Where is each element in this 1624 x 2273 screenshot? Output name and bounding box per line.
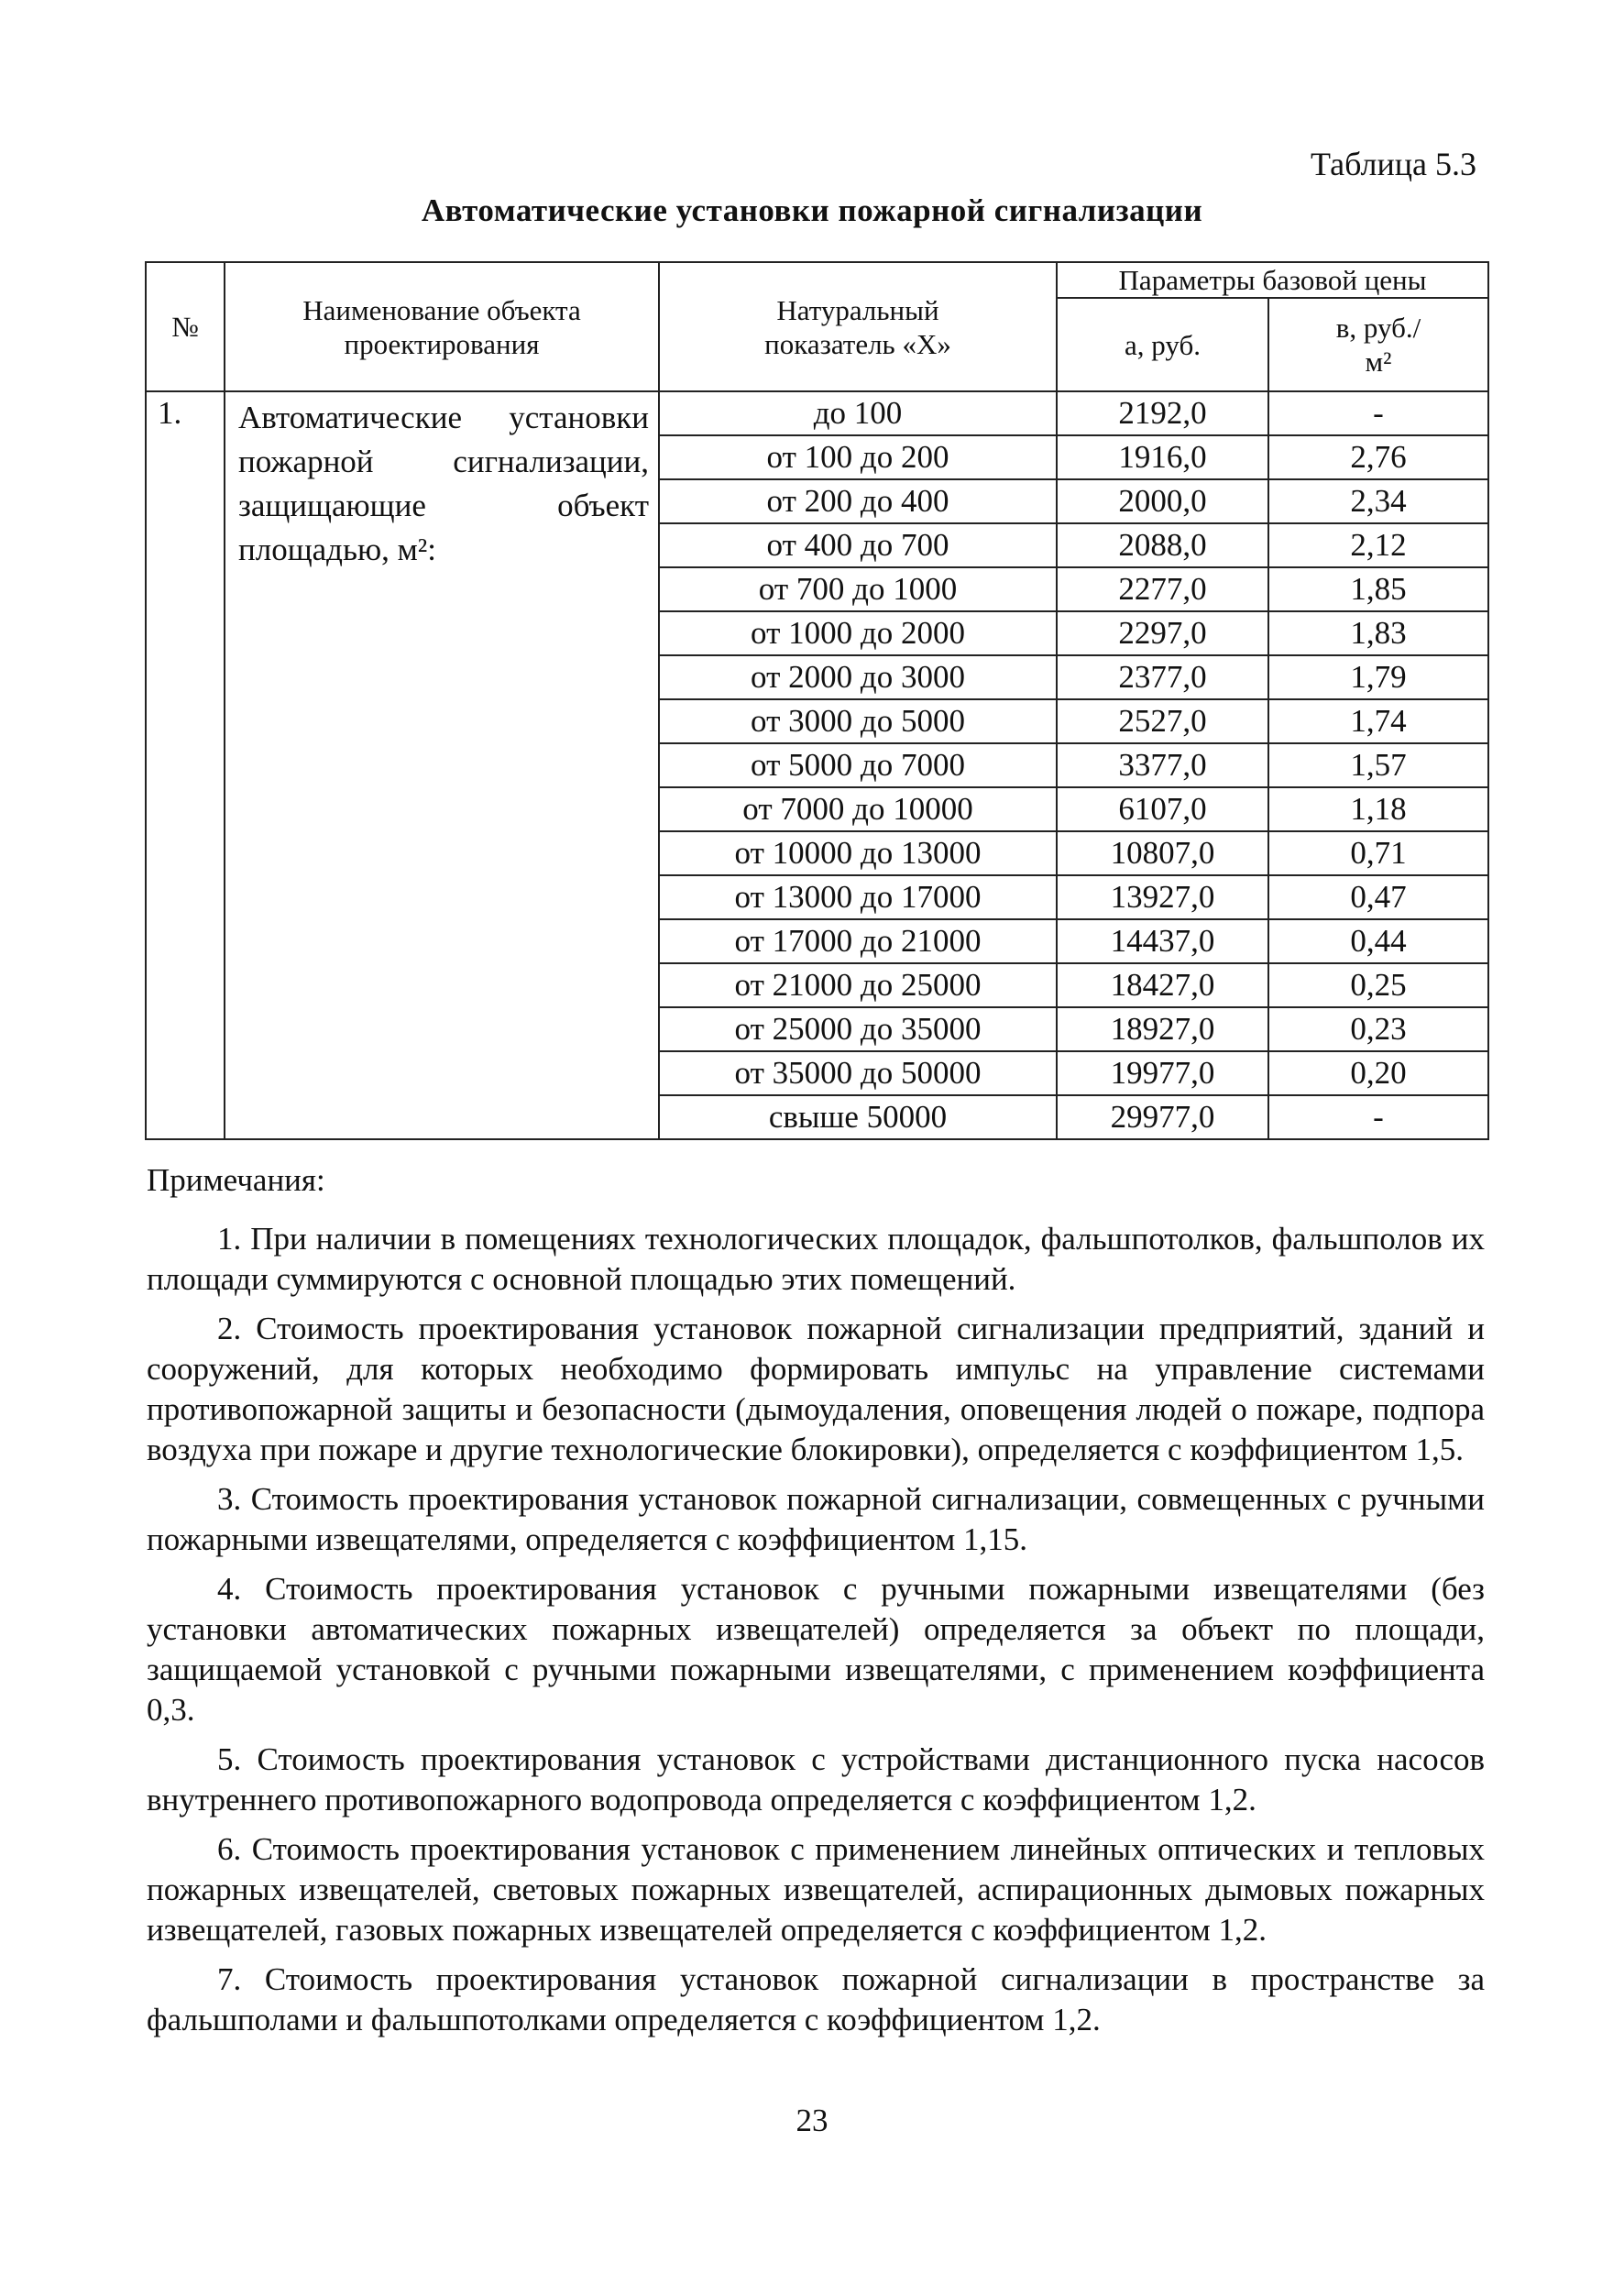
note-item: 4. Стоимость проектирования установок с ручными пожарными извещателями (без установки автоматических пожарных извещателей) определяется за объект по площади, защищаемой установкой с ручными пожарными извещателями, с применением коэффициента 0,3. <box>147 1571 1485 1728</box>
b-cell: 1,85 <box>1268 567 1488 611</box>
note-item: 6. Стоимость проектирования установок с применением линейных оптических и тепловых пожарных извещателей, световых пожарных извещателей, аспирационных дымовых пожарных извещателей, газовых пожарных извещателей определяется с коэффициентом 1,2. <box>147 1831 1485 1948</box>
a-cell: 2277,0 <box>1057 567 1268 611</box>
natural-cell: от 5000 до 7000 <box>659 743 1057 787</box>
table-body <box>146 391 1488 1139</box>
a-cell: 18427,0 <box>1057 963 1268 1007</box>
b-cell: 1,74 <box>1268 699 1488 743</box>
header-name: Наименование объекта проектирования <box>225 262 659 391</box>
header-b: в, руб./м² <box>1268 298 1488 391</box>
b-cell: 1,79 <box>1268 655 1488 699</box>
object-name: Автоматические установки пожарной сигнализации, защищающие объект площадью, м²: <box>238 400 649 567</box>
natural-cell: от 17000 до 21000 <box>659 919 1057 963</box>
note-item: 3. Стоимость проектирования установок пожарной сигнализации, совмещенных с ручными пожарными извещателями, определяется с коэффициентом 1,15. <box>147 1481 1485 1557</box>
row-number: 1. <box>146 391 225 1139</box>
a-cell: 2000,0 <box>1057 479 1268 523</box>
a-cell: 18927,0 <box>1057 1007 1268 1051</box>
natural-cell: от 1000 до 2000 <box>659 611 1057 655</box>
natural-cell: от 3000 до 5000 <box>659 699 1057 743</box>
header-params: Параметры базовой цены <box>1057 262 1488 298</box>
b-cell: 0,20 <box>1268 1051 1488 1095</box>
natural-cell: от 35000 до 50000 <box>659 1051 1057 1095</box>
b-cell: 1,18 <box>1268 787 1488 831</box>
natural-cell: от 21000 до 25000 <box>659 963 1057 1007</box>
object-name-cell <box>225 391 659 1139</box>
natural-cell: до 100 <box>659 391 1057 435</box>
table-caption: Таблица 5.3 <box>1311 146 1476 182</box>
a-cell: 2088,0 <box>1057 523 1268 567</box>
b-cell: 0,25 <box>1268 963 1488 1007</box>
natural-cell: от 10000 до 13000 <box>659 831 1057 875</box>
table-title: Автоматические установки пожарной сигнализации <box>421 192 1203 228</box>
a-cell: 19977,0 <box>1057 1051 1268 1095</box>
a-cell: 3377,0 <box>1057 743 1268 787</box>
header-num: № <box>146 262 225 391</box>
natural-cell: от 200 до 400 <box>659 479 1057 523</box>
b-cell: 1,57 <box>1268 743 1488 787</box>
natural-cell: свыше 50000 <box>659 1095 1057 1139</box>
a-cell: 2192,0 <box>1057 391 1268 435</box>
natural-cell: от 100 до 200 <box>659 435 1057 479</box>
natural-cell: от 400 до 700 <box>659 523 1057 567</box>
b-cell: - <box>1268 1095 1488 1139</box>
note-item: 7. Стоимость проектирования установок пожарной сигнализации в пространстве за фальшполами и фальшпотолками определяется с коэффициентом 1,2. <box>147 1961 1485 2037</box>
notes-list <box>147 1219 1485 2049</box>
b-cell: 0,23 <box>1268 1007 1488 1051</box>
b-cell: 2,34 <box>1268 479 1488 523</box>
header-a: а, руб. <box>1057 298 1268 391</box>
b-cell: 0,71 <box>1268 831 1488 875</box>
natural-cell: от 2000 до 3000 <box>659 655 1057 699</box>
natural-cell: от 25000 до 35000 <box>659 1007 1057 1051</box>
a-cell: 14437,0 <box>1057 919 1268 963</box>
a-cell: 29977,0 <box>1057 1095 1268 1139</box>
a-cell: 10807,0 <box>1057 831 1268 875</box>
natural-cell: от 7000 до 10000 <box>659 787 1057 831</box>
natural-cell: от 700 до 1000 <box>659 567 1057 611</box>
note-item: 2. Стоимость проектирования установок пожарной сигнализации предприятий, зданий и сооружений, для которых необходимо формировать импульс на управление системами противопожарной защиты и безопасности (дымоудаления, оповещения людей о пожаре, подпора воздуха при пожаре и другие технологические блокировки), определяется с коэффициентом 1,5. <box>147 1311 1485 1467</box>
b-cell: 0,44 <box>1268 919 1488 963</box>
a-cell: 2297,0 <box>1057 611 1268 655</box>
b-cell: 0,47 <box>1268 875 1488 919</box>
a-cell: 6107,0 <box>1057 787 1268 831</box>
note-item: 1. При наличии в помещениях технологических площадок, фальшпотолков, фальшполов их площади суммируются с основной площадью этих помещений. <box>147 1221 1485 1297</box>
a-cell: 2527,0 <box>1057 699 1268 743</box>
b-cell: - <box>1268 391 1488 435</box>
header-natural: Натуральный показатель «Х» <box>659 262 1057 391</box>
table-row <box>146 391 1488 435</box>
b-cell: 2,76 <box>1268 435 1488 479</box>
a-cell: 2377,0 <box>1057 655 1268 699</box>
b-cell: 2,12 <box>1268 523 1488 567</box>
a-cell: 1916,0 <box>1057 435 1268 479</box>
price-table <box>145 261 1489 1140</box>
note-item: 5. Стоимость проектирования установок с устройствами дистанционного пуска насосов внутреннего противопожарного водопровода определяется с коэффициентом 1,2. <box>147 1741 1485 1817</box>
page-number: 23 <box>796 2103 828 2138</box>
notes-title: Примечания: <box>147 1162 325 1198</box>
b-cell: 1,83 <box>1268 611 1488 655</box>
a-cell: 13927,0 <box>1057 875 1268 919</box>
natural-cell: от 13000 до 17000 <box>659 875 1057 919</box>
